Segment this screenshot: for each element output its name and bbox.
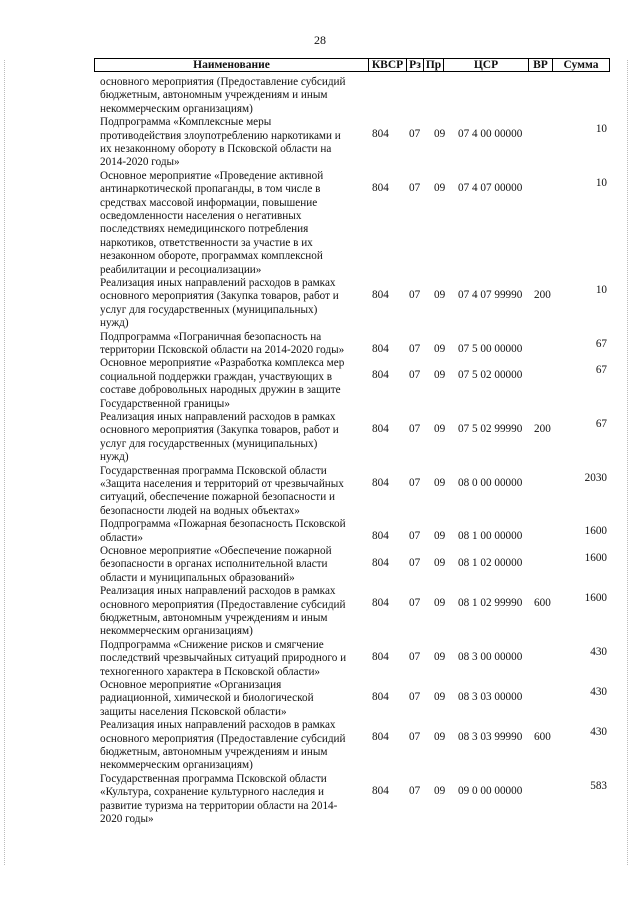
row-name-line: последствиях немедицинского потребления [100, 223, 309, 236]
row-name-line: Подпрограмма «Снижение рисков и смягчение [100, 638, 324, 651]
page-number: 28 [314, 33, 326, 47]
row-kvsr: 804 [372, 181, 389, 194]
row-rz: 07 [409, 423, 421, 435]
row-name-line: 2020 годы» [100, 812, 154, 825]
row-rz: 07 [409, 369, 421, 382]
row-pr: 09 [434, 423, 446, 435]
row-pr: 09 [434, 731, 446, 744]
row-name-line: «Защита населения и территорий от чрезвычайных [100, 477, 344, 490]
row-kvsr: 804 [372, 556, 389, 569]
row-name-line: наркотиков, ответственности за участие в их [100, 236, 313, 249]
header-kvsr: КВСР [368, 59, 406, 71]
row-sum: 583 [590, 779, 607, 792]
row-vr: 200 [534, 423, 551, 435]
row-kvsr: 804 [372, 650, 389, 663]
row-name-line: Основное мероприятие «Обеспечение пожарной [100, 544, 332, 557]
row-name-line: бюджетным, автономным учреждениям и иным [100, 611, 328, 624]
row-name [100, 465, 375, 519]
row-sum: 430 [590, 685, 607, 698]
row-name-line: «Культура, сохранение культурного наследия и [100, 786, 324, 799]
row-name-line: бюджетным, автономным учреждениям и иным [100, 745, 328, 758]
row-name-line: основного мероприятия (Предоставление субсидий [100, 732, 346, 745]
row-sum: 430 [590, 645, 607, 658]
row-name [100, 116, 375, 170]
row-csr: 07 4 00 00000 [458, 128, 523, 141]
row-csr: 08 1 02 99990 [458, 597, 523, 610]
row-sum: 67 [595, 337, 607, 350]
table-row [0, 331, 640, 358]
row-name [100, 545, 375, 585]
row-pr: 09 [434, 342, 446, 355]
row-kvsr: 804 [372, 476, 389, 489]
row-pr: 09 [434, 690, 446, 703]
header-rz: Рз [406, 59, 423, 71]
row-name [100, 411, 375, 465]
row-rz: 07 [409, 128, 421, 141]
row-rz: 07 [409, 731, 421, 744]
row-sum: 430 [590, 726, 607, 739]
row-kvsr: 804 [372, 342, 389, 355]
row-name [100, 76, 375, 116]
row-csr: 07 5 02 00000 [458, 369, 523, 382]
row-rz: 07 [409, 476, 421, 489]
row-name-line: реабилитации и ресоциализации» [100, 263, 262, 276]
row-name-line: Государственная программа Псковской области [100, 772, 327, 785]
row-name-line: антинаркотической пропаганды, в том числе в [100, 183, 321, 196]
row-name-line: защиты населения Псковской области» [100, 705, 287, 718]
row-kvsr: 804 [372, 784, 389, 797]
row-name-line: основного мероприятия (Предоставление субсидий [100, 76, 346, 88]
table-row [0, 719, 640, 773]
row-vr: 600 [534, 731, 551, 744]
row-rz: 07 [409, 784, 421, 797]
row-csr: 08 3 00 00000 [458, 650, 523, 663]
row-rz: 07 [409, 342, 421, 355]
row-name-line: социальной поддержки граждан, участвующих в [100, 370, 333, 383]
row-kvsr: 804 [372, 690, 389, 703]
row-csr: 08 1 02 00000 [458, 556, 523, 569]
row-name-line: средствах массовой информации, повышение [100, 196, 318, 209]
row-name-line: ситуаций, обеспечение пожарной безопасности и [100, 491, 335, 504]
row-csr: 08 1 00 00000 [458, 530, 523, 543]
row-name-line: Основное мероприятие «Разработка комплекса мер [100, 357, 345, 370]
row-kvsr: 804 [372, 289, 389, 302]
table-row [0, 518, 640, 545]
header-pr: Пр [423, 59, 443, 71]
row-csr: 07 5 02 99990 [458, 423, 523, 435]
row-name [100, 277, 375, 331]
row-name-line: области» [100, 531, 143, 544]
row-name-line: основного мероприятия (Закупка товаров, работ и [100, 290, 339, 303]
row-csr: 08 3 03 99990 [458, 731, 523, 744]
row-name-line: Реализация иных направлений расходов в рамках [100, 719, 336, 732]
row-csr: 09 0 00 00000 [458, 784, 523, 797]
row-kvsr: 804 [372, 597, 389, 610]
table-row [0, 585, 640, 639]
row-rz: 07 [409, 530, 421, 543]
row-csr: 07 4 07 99990 [458, 289, 523, 302]
row-name-line: Подпрограмма «Пожарная безопасность Псковской [100, 518, 346, 531]
row-kvsr: 804 [372, 530, 389, 543]
row-name-line: Подпрограмма «Пограничная безопасность на [100, 330, 322, 343]
row-csr: 08 3 03 00000 [458, 690, 523, 703]
row-name-line: последствий чрезвычайных ситуаций природного и [100, 652, 347, 665]
table-row [0, 545, 640, 585]
row-sum: 67 [595, 364, 607, 377]
row-pr: 09 [434, 289, 446, 302]
header-sum: Сумма [552, 59, 609, 71]
table-row [0, 773, 640, 827]
row-name-line: радиационной, химической и биологической [100, 692, 314, 705]
row-kvsr: 804 [372, 369, 389, 382]
row-name-line: некоммерческим организациям) [100, 759, 253, 772]
row-csr: 07 4 07 00000 [458, 181, 523, 194]
row-pr: 09 [434, 476, 446, 489]
row-name-line: Реализация иных направлений расходов в рамках [100, 410, 336, 423]
row-name-line: услуг для государственных (муниципальных) [100, 437, 318, 450]
row-name-line: нужд) [100, 317, 129, 330]
row-name-line: Подпрограмма «Комплексные меры [100, 116, 272, 129]
row-pr: 09 [434, 369, 446, 382]
row-name-line: основного мероприятия (Предоставление субсидий [100, 598, 346, 611]
row-name-line: Государственной границы» [100, 397, 230, 410]
row-name [100, 639, 375, 679]
row-rz: 07 [409, 597, 421, 610]
table-header [94, 58, 610, 72]
row-name-line: области и муниципальных образований» [100, 571, 295, 584]
row-name [100, 585, 375, 639]
table-row [0, 170, 640, 277]
row-kvsr: 804 [372, 128, 389, 141]
row-vr: 200 [534, 289, 551, 302]
row-name-line: осведомленности населения о негативных [100, 210, 302, 222]
row-sum: 1600 [584, 592, 607, 605]
row-sum: 1600 [584, 551, 607, 564]
row-name-line: 2014-2020 годы» [100, 156, 180, 169]
row-sum: 2030 [584, 471, 607, 484]
row-rz: 07 [409, 650, 421, 663]
row-rz: 07 [409, 181, 421, 194]
row-name-line: Реализация иных направлений расходов в рамках [100, 276, 336, 289]
header-csr: ЦСР [443, 59, 528, 71]
row-name-line: безопасности людей на водных объектах» [100, 504, 300, 517]
row-rz: 07 [409, 556, 421, 569]
table-row [0, 679, 640, 719]
row-vr: 600 [534, 597, 551, 610]
row-name [100, 719, 375, 773]
row-csr: 08 0 00 00000 [458, 476, 523, 489]
row-rz: 07 [409, 289, 421, 302]
row-name-line: нужд) [100, 451, 129, 464]
row-name-line: Государственная программа Псковской области [100, 464, 327, 477]
table-row [0, 411, 640, 465]
row-pr: 09 [434, 181, 446, 194]
row-name-line: техногенного характера в Псковской области» [100, 665, 321, 678]
row-sum: 10 [595, 176, 607, 189]
row-name [100, 773, 375, 827]
row-name-line: Основное мероприятие «Организация [100, 678, 282, 691]
row-pr: 09 [434, 650, 446, 663]
row-name [100, 357, 375, 411]
row-name-line: основного мероприятия (Закупка товаров, работ и [100, 424, 339, 437]
row-name-line: некоммерческим организациям) [100, 102, 253, 115]
table-row [0, 76, 640, 116]
table-row [0, 116, 640, 170]
row-name-line: некоммерческим организациям) [100, 625, 253, 638]
row-rz: 07 [409, 690, 421, 703]
table-row [0, 465, 640, 519]
row-sum: 67 [595, 418, 607, 430]
row-name [100, 331, 375, 358]
row-name [100, 518, 375, 545]
row-sum: 10 [595, 284, 607, 297]
row-name [100, 170, 375, 277]
row-pr: 09 [434, 556, 446, 569]
table-body [0, 76, 640, 826]
row-pr: 09 [434, 784, 446, 797]
row-kvsr: 804 [372, 423, 389, 435]
row-name-line: Основное мероприятие «Проведение активной [100, 169, 324, 182]
row-name-line: развитие туризма на территории области на 2014- [100, 799, 338, 812]
row-name-line: Реализация иных направлений расходов в рамках [100, 585, 336, 598]
table-row [0, 277, 640, 331]
row-kvsr: 804 [372, 731, 389, 744]
row-name-line: их незаконному обороту в Псковской области на [100, 143, 332, 155]
row-name [100, 679, 375, 719]
table-row [0, 639, 640, 679]
row-csr: 07 5 00 00000 [458, 342, 523, 355]
row-sum: 10 [595, 123, 607, 136]
row-sum: 1600 [584, 525, 607, 538]
header-vr: ВР [528, 59, 552, 71]
row-pr: 09 [434, 597, 446, 610]
row-pr: 09 [434, 530, 446, 543]
row-name-line: незаконном обороте, программах комплексной [100, 250, 323, 263]
row-name-line: территории Псковской области на 2014-2020 годы» [100, 343, 345, 356]
row-name-line: безопасности в органах исполнительной власти [100, 558, 328, 571]
table-row [0, 357, 640, 411]
row-pr: 09 [434, 128, 446, 141]
row-name-line: услуг для государственных (муниципальных) [100, 303, 318, 316]
header-name: Наименование [193, 59, 270, 71]
row-name-line: бюджетным, автономным учреждениям и иным [100, 89, 328, 102]
row-name-line: противодействия злоупотреблению наркотиками и [100, 129, 341, 142]
row-name-line: составе добровольных народных дружин в защите [100, 384, 341, 397]
